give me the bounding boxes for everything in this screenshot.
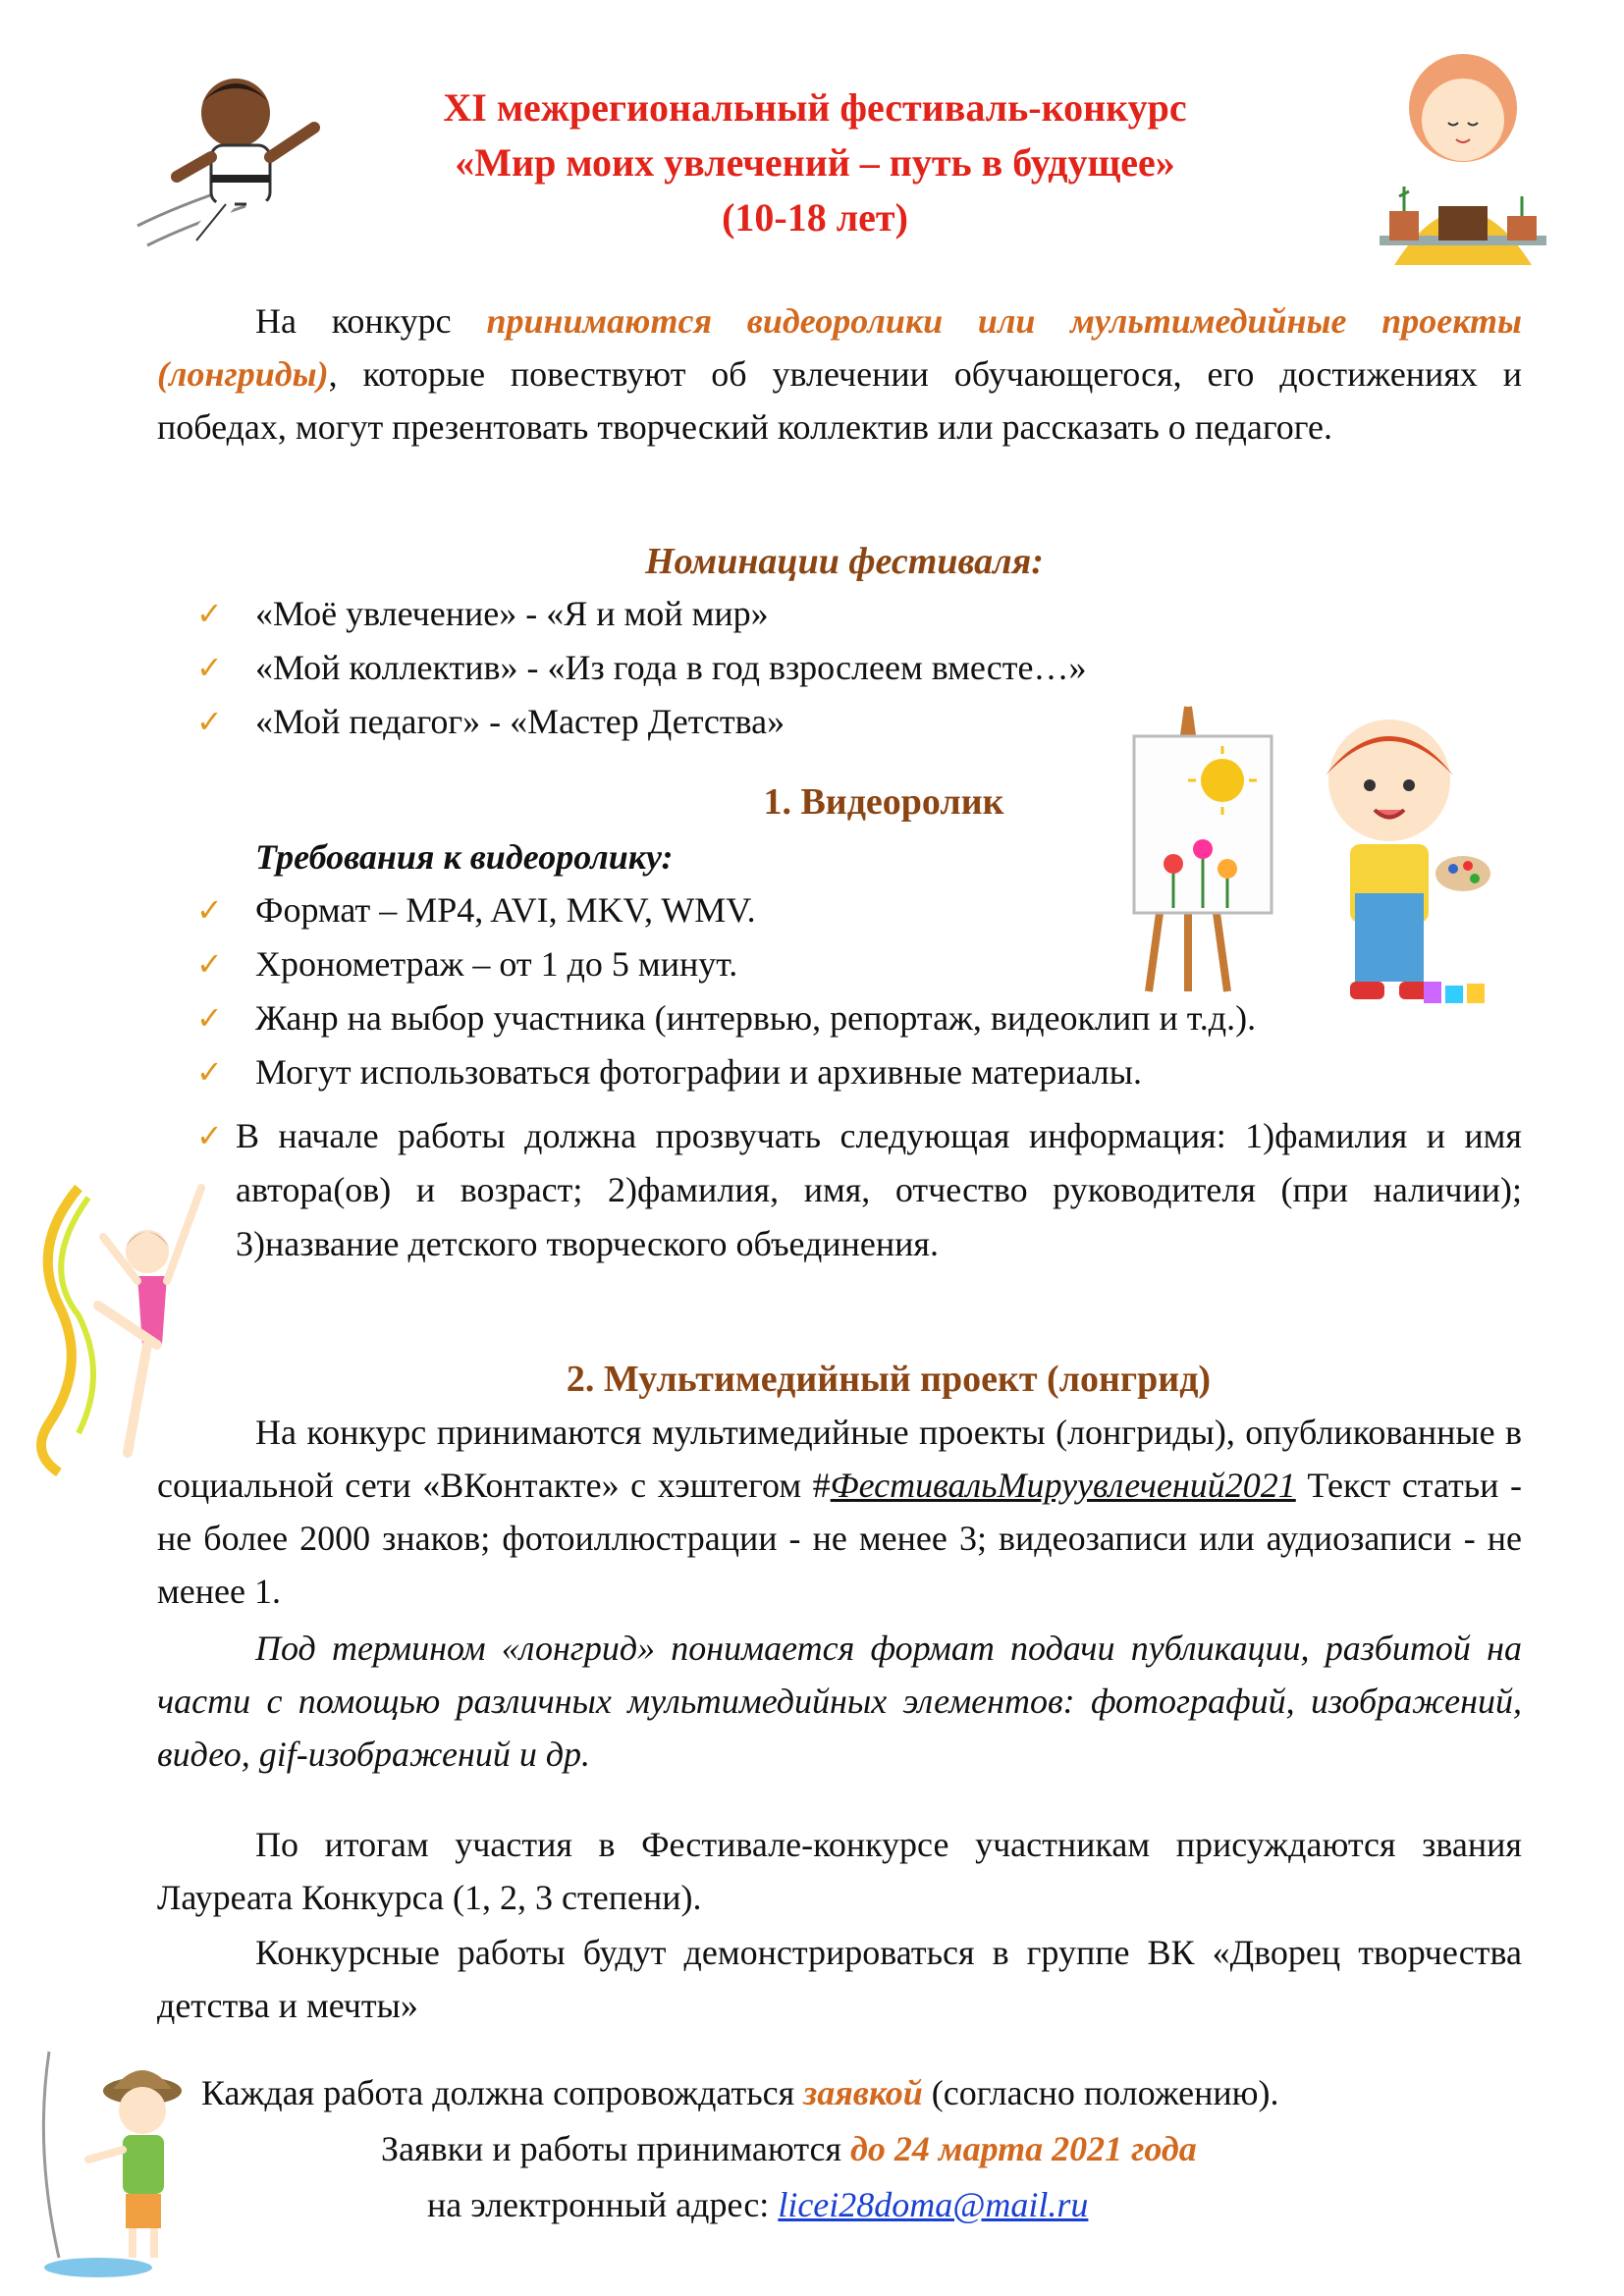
deadline-note: Заявки и работы принимаются до 24 марта 2021 года — [381, 2129, 1197, 2168]
email-link[interactable]: licei28doma@mail.ru — [778, 2185, 1089, 2224]
intro-lead: На конкурс — [255, 301, 487, 341]
checkmark-icon: ✓ — [196, 891, 223, 929]
title-line-2: «Мир моих увлечений – путь в будущее» — [455, 140, 1175, 185]
nomination-item: ✓ «Мой коллектив» - «Из года в год взрослеем вместе…» — [196, 641, 1087, 695]
checkmark-icon: ✓ — [196, 703, 223, 740]
nominations-list — [196, 587, 1087, 749]
application-emphasis: заявкой — [803, 2073, 923, 2112]
video-requirements-list — [196, 883, 1256, 1099]
intro-emphasis: принимаются видеоролики или мультимедийные проекты (лонгриды) — [157, 301, 1522, 394]
deadline-emphasis: до 24 марта 2021 года — [850, 2129, 1197, 2168]
longread-section-title: 2. Мультимедийный проект (лонгрид) — [566, 1359, 1212, 1400]
intro-paragraph — [157, 294, 1522, 454]
intro-rest: , которые повествуют об увлечении обучающегося, его достижениях и победах, могут презентовать творческий коллектив или рассказать о педагоге. — [157, 354, 1522, 447]
longread-definition: Под термином «лонгрид» понимается формат подачи публикации, разбитой на части с помощью различных мультимедийных элементов: фотографий, изображений, видео, gif-изображений и др. — [157, 1629, 1522, 1774]
longread-paragraph-1: На конкурс принимаются мультимедийные проекты (лонгриды), опубликованные в социальной сети «ВКонтакте» с хэштегом #ФестивальМируувлечений2021 Текст статьи - не более 2000 знаков; фотоиллюстрации - не менее 3; видеозаписи или аудиозаписи - не менее 1. — [157, 1413, 1522, 1611]
checkmark-icon: ✓ — [196, 595, 223, 632]
checkmark-icon: ✓ — [196, 1117, 223, 1154]
nomination-item: ✓ «Моё увлечение» - «Я и мой мир» — [196, 587, 1087, 641]
checkmark-icon: ✓ — [196, 999, 223, 1037]
requirement-item: ✓ Хронометраж – от 1 до 5 минут. — [196, 937, 1256, 991]
exhibition-paragraph: Конкурсные работы будут демонстрироваться в группе ВК «Дворец творчества детства и мечты» — [157, 1933, 1522, 2025]
hashtag-link[interactable]: ФестивальМируувлечений2021 — [830, 1466, 1296, 1505]
nominations-title: Номинации фестиваля: — [645, 541, 1044, 582]
video-requirements-title: Требования к видеоролику: — [255, 837, 674, 877]
checkmark-icon: ✓ — [196, 945, 223, 983]
checkmark-icon: ✓ — [196, 1053, 223, 1091]
requirement-item: ✓ Жанр на выбор участника (интервью, репортаж, видеоклип и т.д.). — [196, 991, 1256, 1045]
festival-title — [353, 80, 1276, 245]
requirement-item: ✓ Формат – MP4, AVI, MKV, WMV. — [196, 883, 1256, 937]
karate-boy-illustration — [118, 59, 344, 265]
requirement-item: ✓ Могут использоваться фотографии и архивные материалы. — [196, 1045, 1256, 1099]
video-section-title: 1. Видеоролик — [763, 781, 1004, 823]
gardening-girl-illustration — [1340, 39, 1586, 285]
nomination-item: ✓ «Мой педагог» - «Мастер Детства» — [196, 695, 1087, 749]
application-note: Каждая работа должна сопровождаться заявкой (согласно положению). — [201, 2073, 1279, 2112]
checkmark-icon: ✓ — [196, 649, 223, 686]
title-line-1: XI межрегиональный фестиваль-конкурс — [443, 85, 1187, 130]
title-line-3: (10-18 лет) — [722, 195, 908, 240]
fishing-boy-illustration — [29, 2032, 226, 2287]
results-paragraph: По итогам участия в Фестивале-конкурсе участникам присуждаются звания Лауреата Конкурса (1, 2, 3 степени). — [157, 1825, 1522, 1917]
email-note: на электронный адрес: licei28doma@mail.ru — [427, 2185, 1089, 2224]
requirement-item-intro-info: ✓ В начале работы должна прозвучать следующая информация: 1)фамилия и имя автора(ов) и возраст; 2)фамилия, имя, отчество руководителя (при наличии); 3)название детского творческого объединения. — [196, 1109, 1522, 1271]
